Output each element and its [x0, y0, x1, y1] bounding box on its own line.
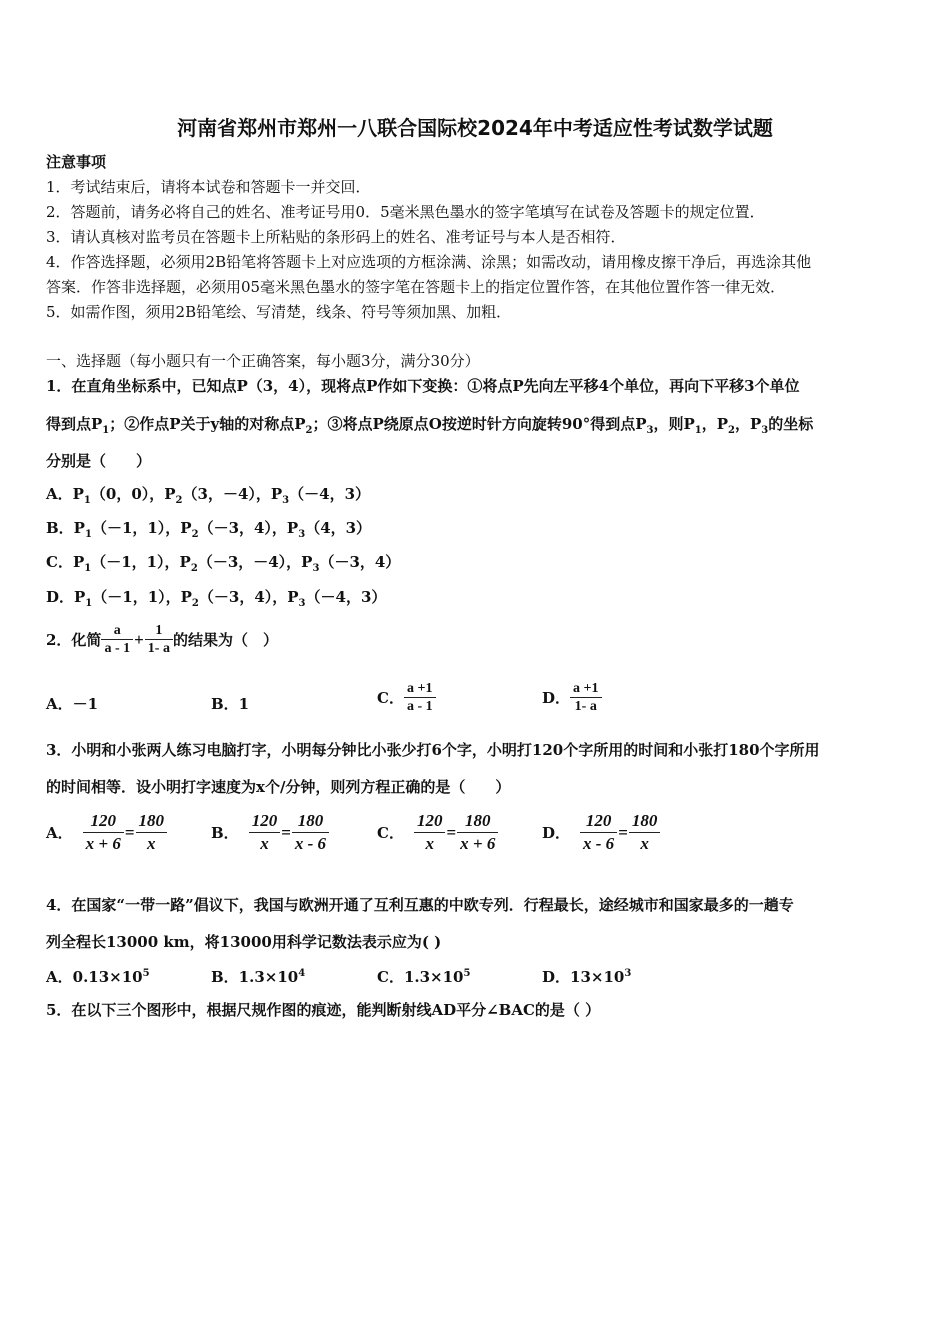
q1-text-line1: 1．在直角坐标系中，已知点P（3，4），现将点P作如下变换：①将点P先向左平移4个单位，再向下平移3个单位: [46, 377, 800, 395]
q2-option-a: A．－1: [46, 695, 99, 713]
q1-option-a: A．$P_1(0$，0），$P_2(3$，－4），$P_3(-4$，3）: [46, 485, 371, 506]
q2-option-c: C． $\frac{a +1}{a - 1}$: [377, 680, 436, 715]
notice-item: 答案．作答非选择题，必须用05毫米黑色墨水的签字笔在答题卡上的指定位置作答，在其他位置作答一律无效．: [46, 278, 786, 296]
q4-text-line2: 列全程长13000 km，将13000用科学记数法表示应为( ): [46, 933, 442, 951]
q3-option-c: C． $\frac{120}{x}$ = $\frac{180}{x + 6}$: [377, 810, 498, 855]
q4-option-c: C．$1.3\times 10^5$: [377, 968, 471, 986]
q2-fraction-1: $\frac{a}{a - 1}$: [101, 622, 133, 657]
notice-item: 2．答题前，请务必将自己的姓名、准考证号用0．5毫米黑色墨水的签字笔填写在试卷及答题卡的规定位置．: [46, 203, 765, 221]
q1-option-c: C．$P_1(-1$，1），$P_2(-3$，－4），$P_3(-3$，4）: [46, 553, 401, 574]
q2-option-d-fraction: $\frac{a +1}{1- a}$: [570, 680, 601, 715]
q1-text-line3: 分别是（ ）: [46, 452, 152, 470]
notice-item: 1．考试结束后，请将本试卷和答题卡一并交回．: [46, 178, 371, 196]
q4-option-d: D．$13\times 10^3$: [542, 968, 632, 986]
q3-option-a: A． $\frac{120}{x + 6}$ = $\frac{180}{x}$: [46, 810, 167, 855]
q3-text-line1: 3．小明和小张两人练习电脑打字，小明每分钟比小张少打6个字，小明打120个字所用的时间和小张打180个字所用: [46, 741, 820, 759]
notice-heading: 注意事项: [46, 153, 107, 171]
q4-option-a: A．$0.13\times 10^5$: [46, 968, 150, 986]
q3-option-d: D． $\frac{120}{x - 6}$ = $\frac{180}{x}$: [542, 810, 660, 855]
q2-fraction-2: $\frac{1}{1- a}$: [145, 622, 173, 657]
notice-item: 5．如需作图，须用2B铅笔绘、写清楚，线条、符号等须加黑、加粗．: [46, 303, 512, 321]
q3-text-line2: 的时间相等．设小明打字速度为x个/分钟，则列方程正确的是（ ）: [46, 778, 511, 796]
q4-text-line1: 4．在国家“一带一路”倡议下，我国与欧洲开通了互利互惠的中欧专列．行程最长，途经城市和国家最多的一趟专: [46, 896, 794, 914]
q2-text: 2．化简 $\frac{a}{a - 1}$ + $\frac{1}{1- a}$ 的结果为（ ）: [46, 623, 278, 656]
section-heading: 一、选择题（每小题只有一个正确答案，每小题3分，满分30分）: [46, 352, 480, 370]
q2-option-b: B．1: [211, 695, 250, 713]
q2-option-d: D． $\frac{a +1}{1- a}$: [542, 680, 602, 715]
q5-text-line1: 5．在以下三个图形中，根据尺规作图的痕迹，能判断射线AD平分∠BAC的是（ ）: [46, 1001, 601, 1019]
q3-option-b: B． $\frac{120}{x}$ = $\frac{180}{x - 6}$: [211, 810, 329, 855]
notice-item: 4．作答选择题，必须用2B铅笔将答题卡上对应选项的方框涂满、涂黑；如需改动，请用橡皮擦干净后，再选涂其他: [46, 253, 812, 271]
notice-item: 3．请认真核对监考员在答题卡上所粘贴的条形码上的姓名、准考证号与本人是否相符．: [46, 228, 626, 246]
q1-option-b: B．$P_1(-1$，1），$P_2(-3$，4），$P_3(4$，3）: [46, 519, 372, 540]
q1-text-line2: 得到点$P_1$；②作点P关于y轴的对称点$P_2$；③将点P绕原点O按逆时针方向旋转90°得到点$P_3$，则$P_1$，$P_2$，$P_3$的坐标: [46, 415, 814, 436]
q2-option-c-fraction: $\frac{a +1}{a - 1}$: [404, 680, 436, 715]
q4-option-b: B．$1.3\times 10^4$: [211, 968, 306, 986]
page-title: 河南省郑州市郑州一八联合国际校2024年中考适应性考试数学试题: [177, 116, 773, 140]
q1-option-d: D．$P_1(-1$，1），$P_2(-3$，4），$P_3(-4$，3）: [46, 588, 387, 609]
